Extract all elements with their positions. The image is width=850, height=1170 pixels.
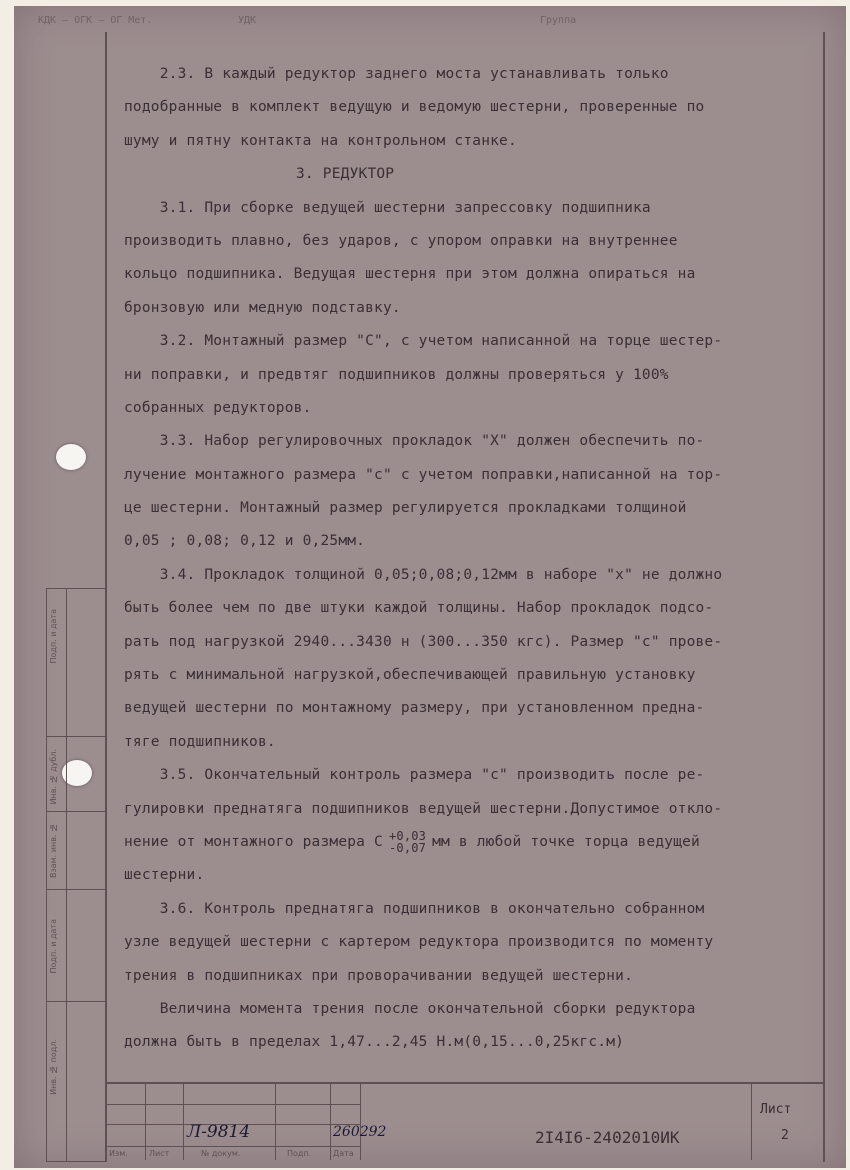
tolerance-line (124, 826, 824, 859)
stamp-label: Подп. и дата (49, 919, 58, 974)
body-line: 0,05 ; 0,08; 0,12 и 0,25мм. (124, 533, 366, 550)
body-line: рать под нагрузкой 2940...3430 н (300...350 кгс). Размер "с" прове- (124, 633, 723, 650)
section-heading: 3. РЕДУКТОР (296, 166, 395, 183)
body-line: производить плавно, без ударов, с упором оправки на внутреннее (124, 232, 678, 249)
tolerance-lower: -0,07 (388, 840, 427, 855)
sheet-number: 2 (781, 1128, 789, 1143)
body-line: кольцо подшипника. Ведущая шестерня при этом должна опираться на (124, 266, 696, 283)
stamp-label: Подп. и дата (49, 609, 58, 664)
tb-label: № докум. (201, 1149, 241, 1158)
body-line: собранных редукторов. (124, 399, 312, 416)
stamp-label: Инв. № дубл. (49, 749, 58, 805)
tolerance-text-after: мм в любой точке торца ведущей (432, 833, 700, 850)
body-line: 3.3. Набор регулировочных прокладок "Х" должен обеспечить по- (124, 433, 705, 450)
document-code: 2I4I6-2402010ИК (535, 1128, 680, 1147)
handwritten-date: 260292 (333, 1124, 387, 1140)
sheet-label: Лист (760, 1102, 792, 1117)
body-line: рять с минимальной нагрузкой,обеспечивающей правильную установку (124, 667, 696, 684)
tolerance-upper: +0,03 (388, 828, 427, 843)
tb-label: Подп. (287, 1149, 312, 1158)
title-block (105, 1082, 825, 1160)
body-line: ведущей шестерни по монтажному размеру, при установленном предна- (124, 700, 705, 717)
body-line: це шестерни. Монтажный размер регулируется прокладками толщиной (124, 500, 687, 517)
body-line: 3.2. Монтажный размер "С", с учетом написанной на торце шестер- (124, 333, 723, 350)
body-line: лучение монтажного размера "с" с учетом поправки,написанной на тор- (124, 466, 723, 483)
tolerance-text-before: нение от монтажного размера С (124, 833, 383, 850)
body-line: тяге подшипников. (124, 733, 276, 750)
header-strip (20, 12, 825, 30)
body-line: 3.6. Контроль преднатяга подшипников в окончательно собранном (124, 900, 705, 917)
body-line: Величина момента трения после окончательной сборки редуктора (124, 1000, 696, 1017)
side-stamp (46, 588, 105, 1162)
body-line: 2.3. В каждый редуктор заднего моста устанавливать только (124, 66, 669, 82)
body-line: 3.5. Окончательный контроль размера "с" производить после ре- (124, 767, 705, 784)
header-middle: УДК (238, 15, 257, 26)
document-body (124, 58, 824, 1060)
body-line: бронзовую или медную подставку. (124, 299, 401, 316)
body-line: шестерни. (124, 867, 205, 884)
body-line: 3.4. Прокладок толщиной 0,05;0,08;0,12мм в наборе "х" не должно (124, 566, 723, 583)
punch-hole-upper (56, 444, 86, 470)
tb-label: Лист (149, 1149, 170, 1158)
header-right: Группа (540, 15, 577, 26)
header-left: КДК – ОГК – ОГ Мет. (38, 15, 153, 26)
body-line: должна быть в пределах 1,47...2,45 Н.м(0,15...0,25кгс.м) (124, 1034, 625, 1051)
body-line: ни поправки, и предвтяг подшипников должны проверяться у 100% (124, 366, 669, 383)
body-line: быть более чем по две штуки каждой толщины. Набор прокладок подсо- (124, 600, 714, 617)
handwritten-number: Л-9814 (187, 1122, 251, 1142)
body-line: узле ведущей шестерни с картером редуктора производится по моменту (124, 934, 714, 951)
tolerance-values (389, 830, 426, 854)
tb-label: Дата (333, 1149, 354, 1158)
tb-label: Изм. (109, 1149, 128, 1158)
body-line: гулировки преднатяга подшипников ведущей шестерни.Допустимое откло- (124, 800, 723, 817)
stamp-label: Инв. № подл. (49, 1039, 58, 1095)
stamp-label: Взам. инв. № (49, 823, 58, 878)
body-line: трения в подшипниках при проворачивании ведущей шестерни. (124, 967, 633, 984)
body-line: подобранные в комплект ведущую и ведомую шестерни, проверенные по (124, 99, 705, 116)
body-line: 3.1. При сборке ведущей шестерни запрессовку подшипника (124, 199, 651, 216)
body-line: шуму и пятну контакта на контрольном станке. (124, 132, 517, 149)
